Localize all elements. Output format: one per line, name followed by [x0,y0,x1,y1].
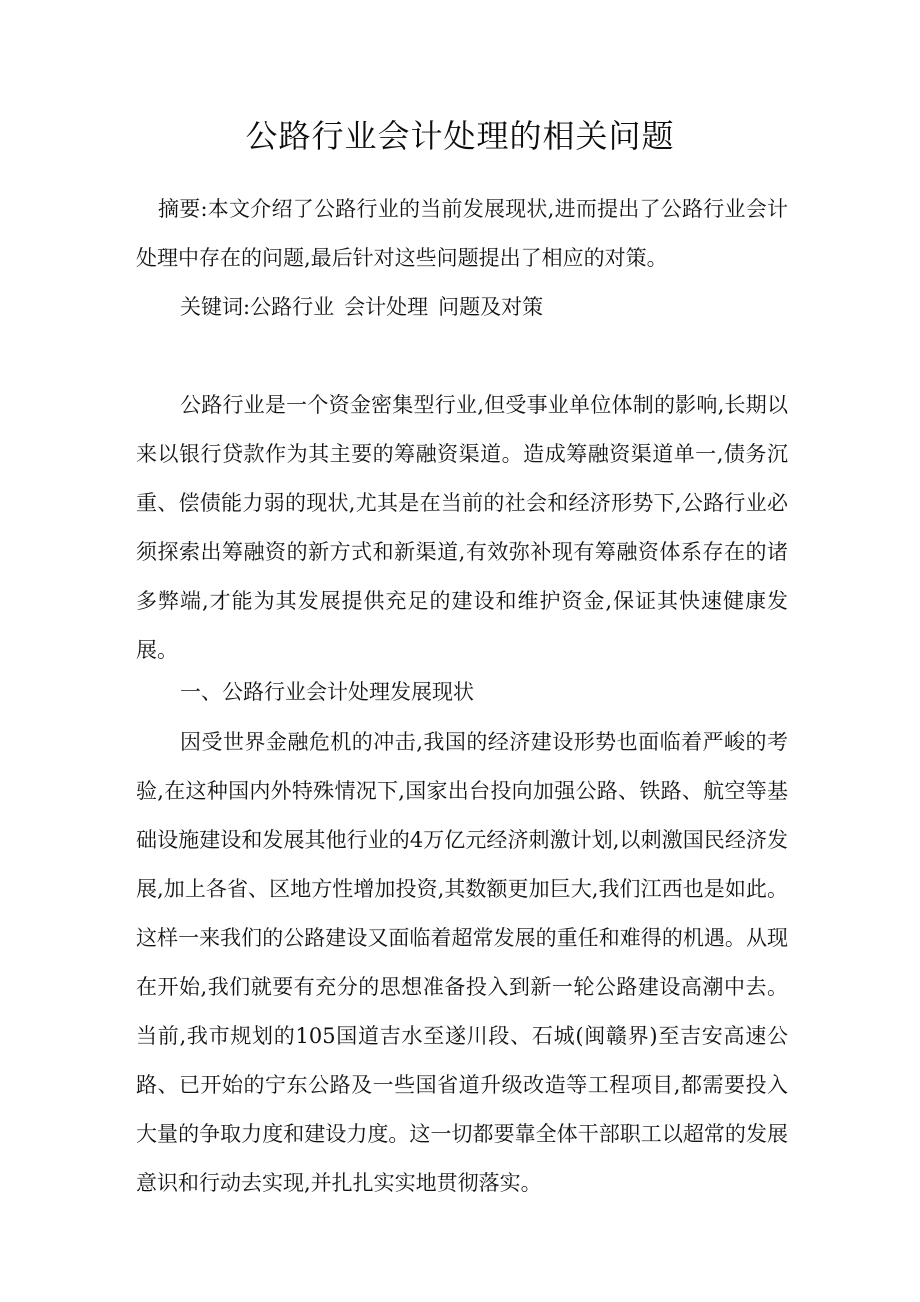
section-heading: 一、公路行业会计处理发展现状 [180,680,474,704]
keyword-term: 会计处理 [344,295,429,319]
keyword-term: 问题及对策 [438,295,544,319]
abstract-paragraph: 摘要:本文介绍了公路行业的当前发展现状,进而提出了公路行业会计处理中存在的问题,最后针对这些问题提出了相应的对策。 [136,197,788,270]
keywords-line [136,283,788,332]
keywords-label: 关键词: [180,295,251,319]
intro-paragraph: 公路行业是一个资金密集型行业,但受事业单位体制的影响,长期以来以银行贷款作为其主要的筹融资渠道。造成筹融资渠道单一,债务沉重、偿债能力弱的现状,尤其是在当前的社会和经济形势下,公路行业必须探索出筹融资的新方式和新渠道,有效弥补现有筹融资体系存在的诸多弊端,才能为其发展提供充足的建设和维护资金,保证其快速健康发展。 [136,393,788,662]
keyword-term: 公路行业 [250,295,335,319]
document-title: 公路行业会计处理的相关问题 [245,117,675,155]
section-paragraph: 因受世界金融危机的冲击,我国的经济建设形势也面临着严峻的考验,在这种国内外特殊情况下,国家出台投向加强公路、铁路、航空等基础设施建设和发展其他行业的4万亿元经济刺激计划,以刺激国民经济发展,加上各省、区地方性增加投资,其数额更加巨大,我们江西也是如此。这样一来我们的公路建设又面临着超常发展的重任和难得的机遇。从现在开始,我们就要有充分的思想准备投入到新一轮公路建设高潮中去。当前,我市规划的105国道吉水至遂川段、石城(闽赣界)至吉安高速公路、已开始的宁东公路及一些国省道升级改造等工程项目,都需要投入大量的争取力度和建设力度。这一切都要靠全体干部职工以超常的发展意识和行动去实现,并扎扎实实地贯彻落实。 [136,730,788,1195]
